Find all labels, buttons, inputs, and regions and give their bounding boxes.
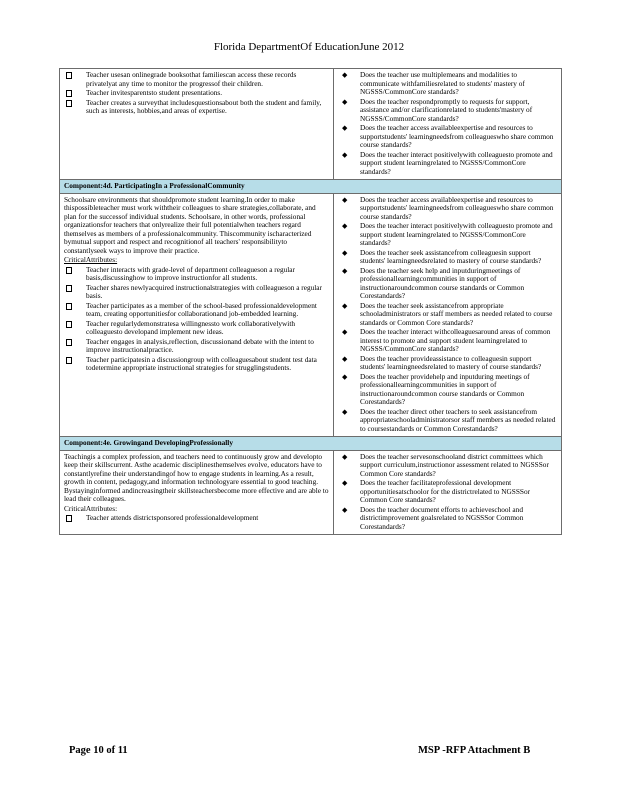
list-item	[64, 338, 329, 355]
list-item	[64, 89, 329, 98]
list-item	[338, 151, 557, 177]
table-row	[60, 450, 562, 535]
diamond-bullet-icon: ◆	[342, 328, 348, 336]
checkbox-bullet-icon	[66, 515, 72, 522]
rubric-table	[59, 68, 562, 535]
list-item	[338, 408, 557, 434]
list-item-text: Does the teacher access availableexpertise and resources to supportstudents' learningneedsfrom colleagueswho share common course standards?	[360, 123, 554, 149]
list-item-text: Does the teacher providehelp and inputduring meetings of professionallearningcommunities in support of instructionaroundcommon course standards or Common Corestandards?	[360, 371, 530, 406]
examples-list	[64, 514, 329, 523]
list-item	[64, 320, 329, 337]
table-row	[60, 69, 562, 180]
component-intro: Teachingis a complex profession, and teachers need to continuously grow and developto keep their skillscurrent. Asthe academic disciplinesthemselves evolve, educators have to constantlyrefine their understandingof how to engage students in learning.As a result, growth in content, pedagogy,and information technologyare essential to good teaching. Bystayinginformed andincreasingtheir skillsteachersbecome more effective and are able to lead their colleagues.	[64, 451, 329, 503]
list-item	[338, 71, 557, 97]
list-item-text: Teacher engages in analysis,reflection, discussionand debate with the intent to improve instructionalpractice.	[86, 336, 314, 354]
checkbox-bullet-icon	[66, 267, 72, 274]
list-item-text: Teacher invitesparentsto student presentations.	[86, 88, 223, 97]
list-item	[64, 284, 329, 301]
list-item	[64, 266, 329, 283]
diamond-bullet-icon: ◆	[342, 301, 348, 310]
list-item-text: Does the teacher document efforts to achieveschool and districtimprovement goalsrelated to NGSSSor Common Corestandards?	[360, 504, 524, 531]
list-item-text: Does the teacher access availableexpertise and resources to supportstudents' learningneedsfrom colleagueswho share common course standards?	[360, 194, 554, 221]
list-item	[338, 479, 557, 505]
list-item-text: Does the teacher interact withcolleaguesaround areas of common interest to promote and support student learningrelated to NGSSS/CommonCore standards?	[360, 327, 551, 353]
list-item-text: Teacher attends districtsponsored professionaldevelopment	[86, 513, 259, 522]
right-cell	[334, 69, 562, 180]
list-item	[338, 98, 557, 124]
diamond-bullet-icon: ◆	[342, 372, 348, 381]
list-item-text: Does the teacher respondpromptly to requests for support, assistance and/or clarificationrelated to students'mastery of NGSSS/CommonCore standards?	[360, 96, 533, 123]
examples-list	[64, 266, 329, 373]
list-item-text: Teacher interacts with grade-level of department colleagueson a regular basis,discussinghow to improve instructionfor all students.	[86, 264, 295, 282]
list-item	[338, 124, 557, 150]
list-item-text: Does the teacher facilitateprofessional development opportunitiesatschoolor for the districtrelated to NGSSSor Common Core standards?	[360, 478, 531, 504]
component-heading: Component:4d. ParticipatingIn a ProfessionalCommunity	[60, 180, 562, 194]
list-item-text: Does the teacher provideassistance to colleaguesin support students' learningneedsrelated to mastery of course standards?	[360, 353, 542, 371]
diamond-bullet-icon: ◆	[342, 195, 348, 204]
table-row	[60, 180, 562, 194]
right-cell	[334, 193, 562, 437]
list-item	[338, 249, 557, 266]
page-header: Florida DepartmentOf EducationJune 2012	[213, 41, 405, 53]
list-item	[338, 373, 557, 407]
list-item	[338, 222, 557, 248]
component-intro: Schoolsare environments that shouldpromote student learning.In order to make thispossibleteacher must work withtheir colleagues to share strategies,collaborate, and plan for the successof individual students. Schoolsare, in other words, professional organizationsfor teachers that onlyrealize their full potentialwhen teachers regard themselves as members of a professionalcommunity. Thiscommunity ischaracterized bymutual support and respect and recognitionof all teachers' responsibilityto constantlyseek ways to improve their practice.	[64, 194, 316, 255]
list-item	[64, 302, 329, 319]
list-item-text: Teacher participates as a member of the school-based professionaldevelopment team, creating opportunitiesfor collaborationand job-embedded learning.	[86, 300, 317, 318]
diamond-bullet-icon: ◆	[342, 248, 348, 257]
list-item	[338, 302, 557, 328]
checkbox-bullet-icon	[66, 321, 72, 328]
checkbox-bullet-icon	[66, 72, 72, 79]
diamond-bullet-icon: ◆	[342, 407, 348, 416]
list-item	[338, 196, 557, 222]
list-item-text: Teacher shares newlyacquired instructionalstrategies with colleagueson a regular basis.	[86, 282, 322, 300]
questions-list	[338, 71, 557, 176]
component-heading: Component:4e. Growingand DevelopingProfessionally	[60, 437, 562, 451]
list-item	[338, 355, 557, 372]
left-cell	[60, 69, 334, 180]
questions-list	[338, 453, 557, 532]
critical-attributes-label: CriticalAttributes:	[64, 255, 118, 264]
critical-attributes-label: CriticalAttributes:	[64, 503, 118, 513]
list-item-text: Does the teacher interact positivelywith colleaguesto promote and support student learningrelated to NGSSS/CommonCore standards?	[360, 149, 553, 176]
attachment-label: MSP -RFP Attachment B	[418, 745, 531, 756]
list-item	[64, 356, 329, 373]
list-item	[64, 71, 329, 88]
checkbox-bullet-icon	[66, 100, 72, 107]
diamond-bullet-icon: ◆	[342, 124, 348, 132]
diamond-bullet-icon: ◆	[342, 71, 348, 79]
left-cell	[60, 450, 334, 535]
diamond-bullet-icon: ◆	[342, 150, 348, 159]
list-item	[338, 267, 557, 301]
checkbox-bullet-icon	[66, 339, 72, 346]
list-item-text: Teacher usesan onlinegrade booksothat familiescan access these records privatelyat any time to monitor the progressof their children.	[86, 70, 297, 88]
list-item-text: Does the teacher seek assistancefrom appropriate schooladministrators or staff members as needed related to course standards or Common Core standards?	[360, 300, 553, 327]
diamond-bullet-icon: ◆	[342, 222, 348, 230]
right-cell	[334, 450, 562, 535]
list-item	[338, 453, 557, 479]
diamond-bullet-icon: ◆	[342, 505, 348, 514]
list-item-text: Does the teacher use multiplemeans and modalities to communicate withfamiliesrelated to students' mastery of NGSSS/CommonCore standards?	[360, 70, 525, 96]
list-item-text: Does the teacher seek assistancefrom colleaguesin support students' learningneedsrelated to mastery of course standards?	[360, 247, 542, 265]
table-row	[60, 437, 562, 451]
list-item-text: Teacher creates a surveythat includesquestionsabout both the student and family, such as interests, hobbies,and areas of expertise.	[86, 97, 322, 115]
page-number: Page 10 of 11	[69, 745, 128, 756]
list-item	[338, 506, 557, 532]
diamond-bullet-icon: ◆	[342, 479, 348, 487]
examples-list	[64, 71, 329, 116]
left-cell	[60, 193, 334, 437]
list-item-text: Teacher participatesin a discussiongroup with colleaguesabout student test data todetermine appropriate instructional strategies for strugglingstudents.	[86, 354, 317, 372]
list-item	[338, 328, 557, 354]
checkbox-bullet-icon	[66, 285, 72, 292]
list-item-text: Does the teacher seek help and inputduringmeetings of professionallearningcommunities in support of instructionaroundcommon course standards or Common Corestandards?	[360, 265, 525, 300]
table-row	[60, 193, 562, 437]
list-item	[64, 514, 329, 523]
list-item-text: Does the teacher interact positivelywith colleaguesto promote and support student learningrelated to NGSSS/CommonCore standards?	[360, 221, 553, 247]
checkbox-bullet-icon	[66, 357, 72, 364]
checkbox-bullet-icon	[66, 90, 72, 97]
diamond-bullet-icon: ◆	[342, 452, 348, 461]
checkbox-bullet-icon	[66, 303, 72, 310]
list-item-text: Does the teacher direct other teachers to seek assistancefrom appropriateschooladministratorsor staff members as needed related to coursestandards or Common Corestandards?	[360, 406, 556, 433]
list-item-text: Does the teacher servesonschooland district committees which support curriculum,instructionor assessment related to NGSSSor Common Core standards?	[360, 451, 549, 478]
diamond-bullet-icon: ◆	[342, 97, 348, 106]
questions-list	[338, 196, 557, 434]
diamond-bullet-icon: ◆	[342, 266, 348, 275]
list-item-text: Teacher regularlydemonstratesa willingnessto work collaborativelywith colleaguesto developand implement new ideas.	[86, 318, 296, 336]
list-item	[64, 99, 329, 116]
diamond-bullet-icon: ◆	[342, 354, 348, 363]
